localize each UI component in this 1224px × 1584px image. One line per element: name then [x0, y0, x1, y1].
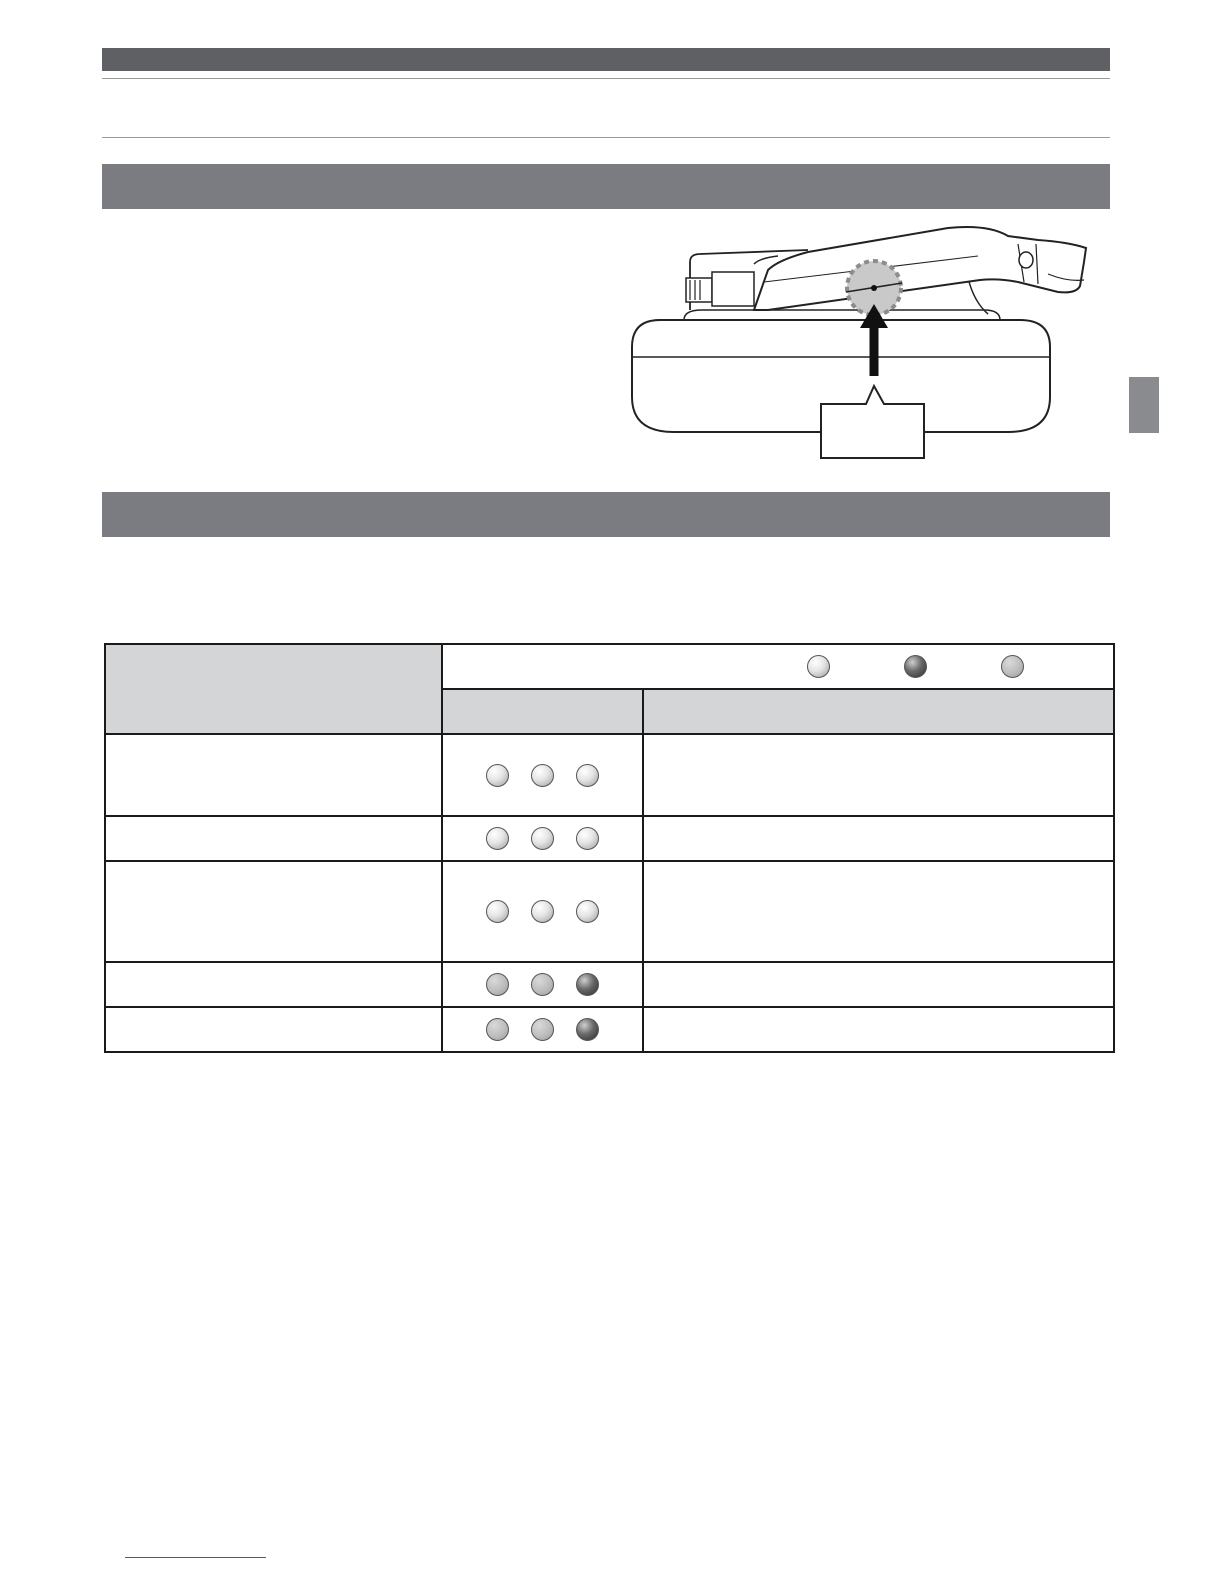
led-unlit-icon [486, 827, 509, 850]
led-off-icon [486, 1018, 509, 1041]
table-row [105, 816, 1114, 861]
led-off-icon [531, 1018, 554, 1041]
description-cell [643, 861, 1114, 962]
header-rule-top [102, 78, 1110, 79]
led-off-icon [1001, 655, 1024, 678]
headphone-earcup-reset-hole-illustration [628, 222, 1090, 462]
led-indicator-cell [442, 861, 643, 962]
led-lit-icon [576, 1018, 599, 1041]
description-cell [643, 816, 1114, 861]
chapter-side-tab [1129, 377, 1159, 433]
description-cell [643, 1007, 1114, 1052]
led-indicator-cell [442, 816, 643, 861]
footnote-separator [125, 1557, 266, 1558]
led-lit-icon [576, 973, 599, 996]
status-cell [105, 861, 442, 962]
page-header-bar [102, 48, 1110, 71]
led-status-table [104, 643, 1115, 1053]
status-cell [105, 816, 442, 861]
status-cell [105, 734, 442, 816]
header-rule-bottom [102, 137, 1110, 138]
led-unlit-icon [486, 900, 509, 923]
table-row [105, 1007, 1114, 1052]
led-unlit-icon [576, 764, 599, 787]
indicator-header-cell [442, 689, 643, 734]
table-row [105, 734, 1114, 816]
status-cell [105, 1007, 442, 1052]
led-unlit-icon [576, 900, 599, 923]
table-row [105, 861, 1114, 962]
led-unlit-icon [807, 655, 830, 678]
led-indicator-cell [442, 1007, 643, 1052]
description-cell [643, 734, 1114, 816]
led-unlit-icon [531, 764, 554, 787]
status-header-cell [105, 644, 442, 734]
led-unlit-icon [531, 827, 554, 850]
led-unlit-icon [486, 764, 509, 787]
led-unlit-icon [576, 827, 599, 850]
table-row [105, 962, 1114, 1007]
section-heading-bar-2 [102, 492, 1110, 537]
led-indicator-cell [442, 734, 643, 816]
led-off-icon [531, 973, 554, 996]
description-header-cell [643, 689, 1114, 734]
led-legend-cell [442, 644, 1114, 689]
led-indicator-cell [442, 962, 643, 1007]
led-lit-icon [904, 655, 927, 678]
status-cell [105, 962, 442, 1007]
section-heading-bar-1 [102, 164, 1110, 209]
led-off-icon [486, 973, 509, 996]
description-cell [643, 962, 1114, 1007]
led-unlit-icon [531, 900, 554, 923]
